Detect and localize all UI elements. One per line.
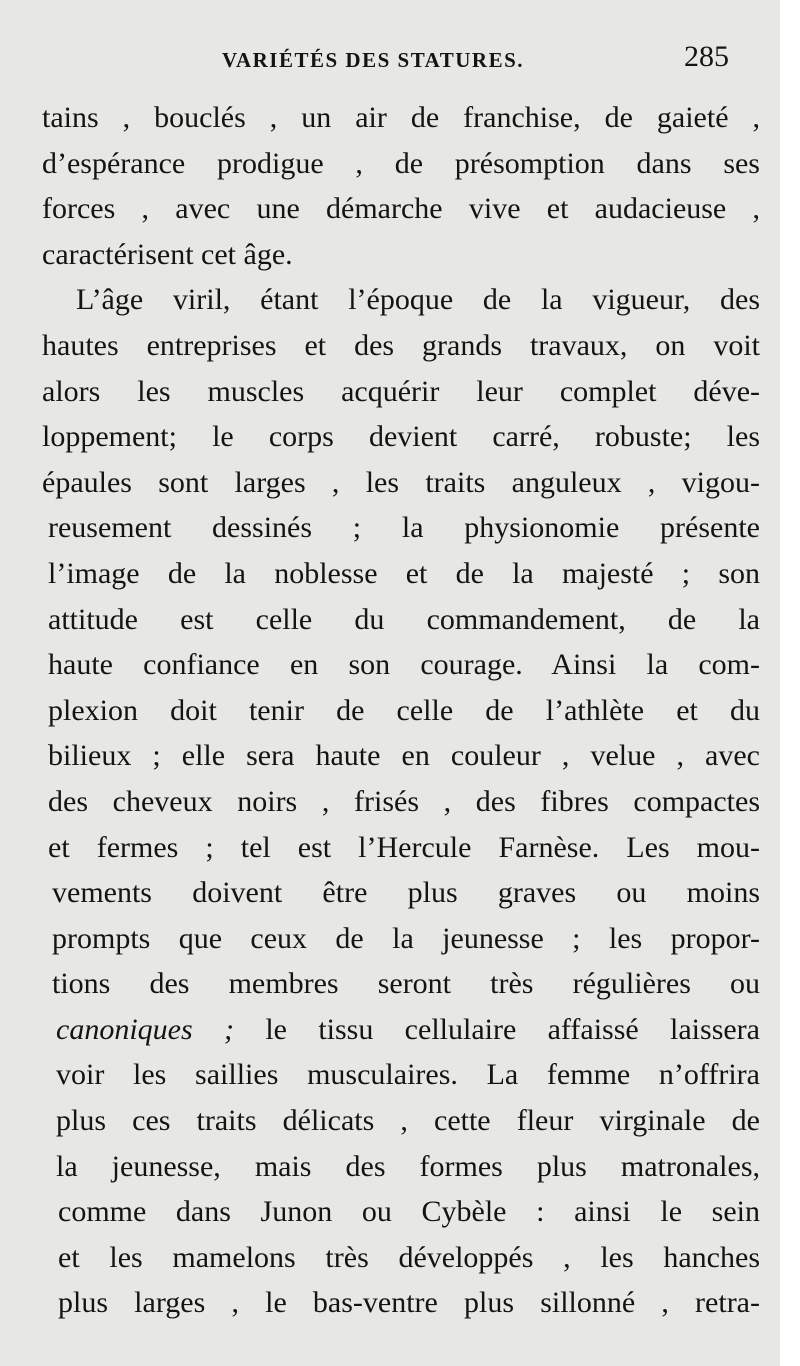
text-line: alors les muscles acquérir leur complet déve- — [42, 374, 760, 408]
text-line: comme dans Junon ou Cybèle : ainsi le sein — [58, 1195, 760, 1229]
page-number: 285 — [684, 40, 729, 73]
paragraph-start-line: L’âge viril, étant l’époque de la vigueur, des — [76, 283, 760, 317]
text-line: épaules sont larges , les traits anguleux , vigou- — [42, 465, 760, 499]
text-line: reusement dessinés ; la physionomie présente — [48, 511, 760, 545]
text-line: d’espérance prodigue , de présomption dans ses — [42, 146, 760, 180]
text-line: tains , bouclés , un air de franchise, de gaieté , — [42, 101, 760, 134]
body-text — [42, 95, 760, 1326]
text-line-rest: le tissu cellulaire affaissé laissera — [265, 1012, 760, 1046]
text-line: et fermes ; tel est l’Hercule Farnèse. Les mou- — [48, 830, 760, 864]
text-line: vements doivent être plus graves ou moins — [52, 876, 760, 910]
text-line: loppement; le corps devient carré, robuste; les — [42, 420, 760, 454]
text-line: tions des membres seront très régulières ou — [52, 967, 760, 1001]
text-line: haute confiance en son courage. Ainsi la com- — [48, 648, 760, 682]
text-line: caractérisent cet âge. — [42, 237, 293, 271]
text-line: bilieux ; elle sera haute en couleur , velue , avec — [48, 739, 760, 773]
text-line-with-italic — [42, 1007, 760, 1053]
running-head-title: VARIÉTÉS DES STATURES. — [222, 48, 525, 72]
text-line: la jeunesse, mais des formes plus matronales, — [56, 1149, 760, 1183]
text-line: attitude est celle du commandement, de la — [48, 602, 760, 636]
text-line: voir les saillies musculaires. La femme n’offrira — [56, 1058, 760, 1092]
text-line: des cheveux noirs , frisés , des fibres compactes — [48, 784, 760, 818]
text-line: plus ces traits délicats , cette fleur virginale de — [56, 1104, 760, 1138]
text-line: hautes entreprises et des grands travaux, on voit — [42, 328, 760, 362]
text-line: forces , avec une démarche vive et audacieuse , — [42, 192, 760, 226]
text-line: plus larges , le bas-ventre plus sillonné , retra- — [58, 1286, 760, 1320]
text-line: l’image de la noblesse et de la majesté ; son — [48, 556, 760, 590]
text-line: plexion doit tenir de celle de l’athlète et du — [48, 693, 760, 727]
text-line: prompts que ceux de la jeunesse ; les propor- — [52, 921, 760, 955]
running-head — [0, 38, 790, 78]
text-line: et les mamelons très développés , les hanches — [58, 1240, 760, 1274]
italic-term: canoniques ; — [56, 1012, 234, 1046]
